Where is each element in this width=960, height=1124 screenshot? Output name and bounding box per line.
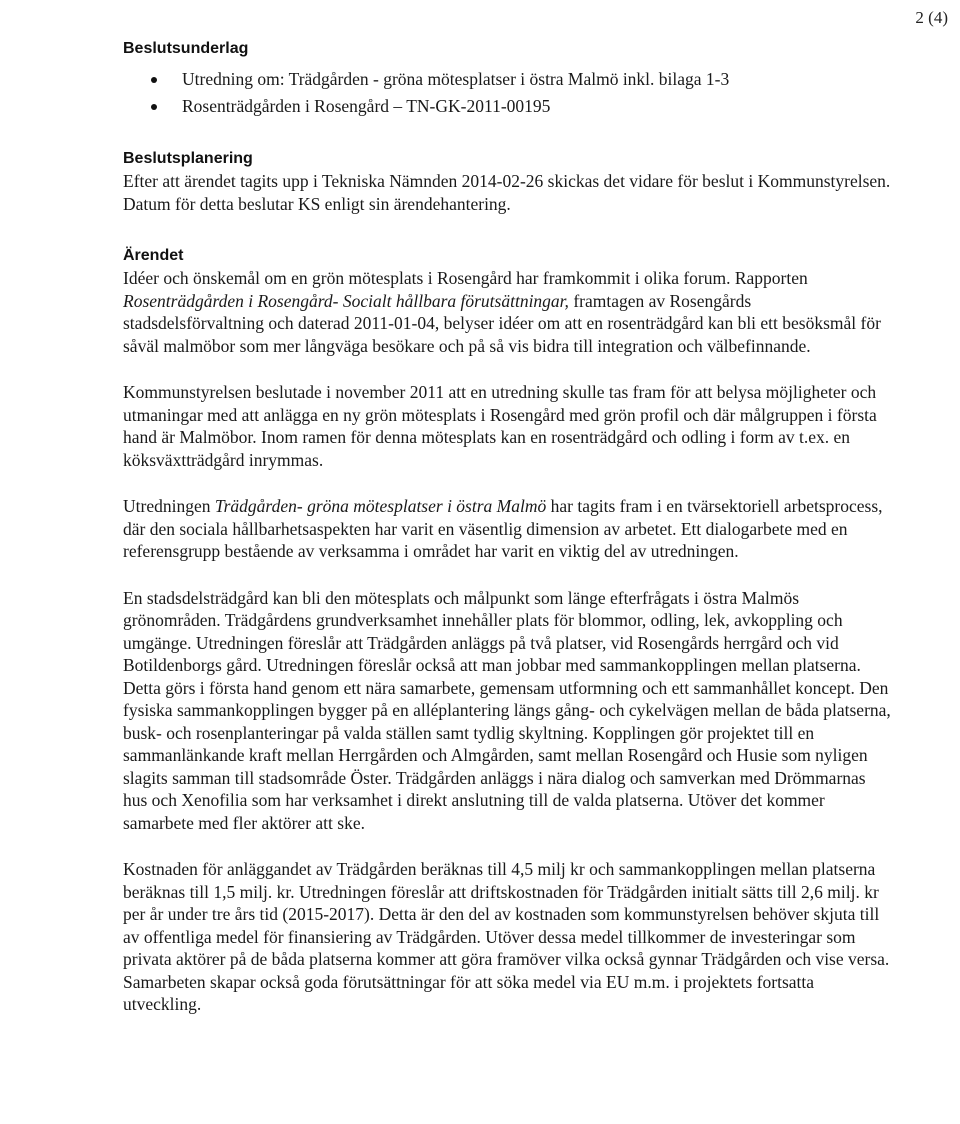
heading-beslutsplanering: Beslutsplanering [123,150,253,167]
paragraph-arendet-1 [123,267,893,357]
heading-beslutsunderlag: Beslutsunderlag [123,40,249,57]
paragraph-arendet-4: En stadsdelsträdgård kan bli den mötesplats och målpunkt som länge efterfrågats i östra Malmös grönområden. Trädgårdens grundverksamhet innehåller plats för blommor, odling, lek, avkoppling och umgänge. Utredningen föreslår att Trädgården anläggs på två platser, vid Rosengårds herrgård och vid Botildenborgs gård. Utredningen föreslår också att man jobbar med sammankopplingen mellan platserna. Detta görs i första hand genom ett nära samarbete, gemensam utformning och ett sammanhållet koncept. Den fysiska sammankopplingen bygger på en alléplantering längs gång- och cykelvägen mellan de båda platserna, busk- och rosenplanteringar på valda ställen samt tydlig skyltning. Kopplingen gör projektet till en sammanlänkande kraft mellan Herrgården och Almgården, samt mellan Rosengård och Husie som nyligen slagits samman till stadsområde Öster. Trädgården anläggs i nära dialog och samverkan med Drömmarnas hus och Xenofilia som har verksamhet i direkt anslutning till de valda platserna. Utöver det kommer samarbete med fler aktörer att ske. [123,587,891,833]
paragraph-text: har tagits fram i en tvärsektoriell arbetsprocess, där den sociala hållbarhetsaspekten har varit en väsentlig dimension av arbetet. Ett dialogarbete med en referensgrupp bestående av verksamma i området har varit en viktig del av utredningen. [123,496,883,561]
list-item-text: Rosenträdgården i Rosengård – TN-GK-2011-00195 [182,96,551,116]
paragraph-arendet-3 [123,495,893,563]
list-item-text: Utredning om: Trädgården - gröna mötesplatser i östra Malmö inkl. bilaga 1-3 [182,69,730,89]
paragraph-arendet-2: Kommunstyrelsen beslutade i november 2011 att en utredning skulle tas fram för att belysa möjligheter och utmaningar med att anlägga en ny grön mötesplats i Rosengård med grön profil och där målgruppen i första hand är Malmöbor. Inom ramen för denna mötesplats kan en rosenträdgård och odling i form av t.ex. en köksväxtträdgård inrymmas. [123,382,877,470]
document-body [123,38,893,1016]
bullet-icon [151,104,157,110]
paragraph-text: Utredningen [123,496,215,516]
paragraph-beslutsplanering: Efter att ärendet tagits upp i Tekniska Nämnden 2014-02-26 skickas det vidare för beslut i Kommunstyrelsen. Datum för detta beslutar KS enligt sin ärendehantering. [123,171,891,214]
heading-arendet: Ärendet [123,247,184,264]
paragraph-text: Idéer och önskemål om en grön mötesplats i Rosengård har framkommit i olika forum. Rapporten [123,268,808,288]
list-item [123,66,893,93]
page-number: 2 (4) [915,8,948,27]
report-title: Rosenträdgården i Rosengård- Socialt hållbara förutsättningar, [123,290,569,311]
report-title: Trädgården- gröna mötesplatser i östra Malmö [214,496,547,516]
bullet-icon [151,77,157,83]
paragraph-arendet-5: Kostnaden för anläggandet av Trädgården beräknas till 4,5 milj kr och sammankopplingen mellan platserna beräknas till 1,5 milj. kr. Utredningen föreslår att driftskostnaden för Trädgården initialt sätts till 2,6 milj. kr per år under tre års tid (2015-2017). Detta är den del av kostnaden som kommunstyrelsen behöver skjuta till av offentliga medel för finansiering av Trädgården. Utöver dessa medel tillkommer de investeringar som privata aktörer på de båda platserna kommer att göra framöver vilka också gynnar Trädgården och vise versa. Samarbeten skapar också goda förutsättningar för att söka medel via EU m.m. i projektets fortsatta utveckling. [123,859,890,1014]
list-item [123,93,893,120]
beslutsunderlag-list [123,66,893,120]
paragraph-text: framtagen av Rosengårds stadsdelsförvaltning och daterad 2011-01-04, belyser idéer om att en rosenträdgård kan bli ett besöksmål för såväl malmöbor som mer långväga besökare och på så vis bidra till integration och välbefinnande. [123,290,881,356]
